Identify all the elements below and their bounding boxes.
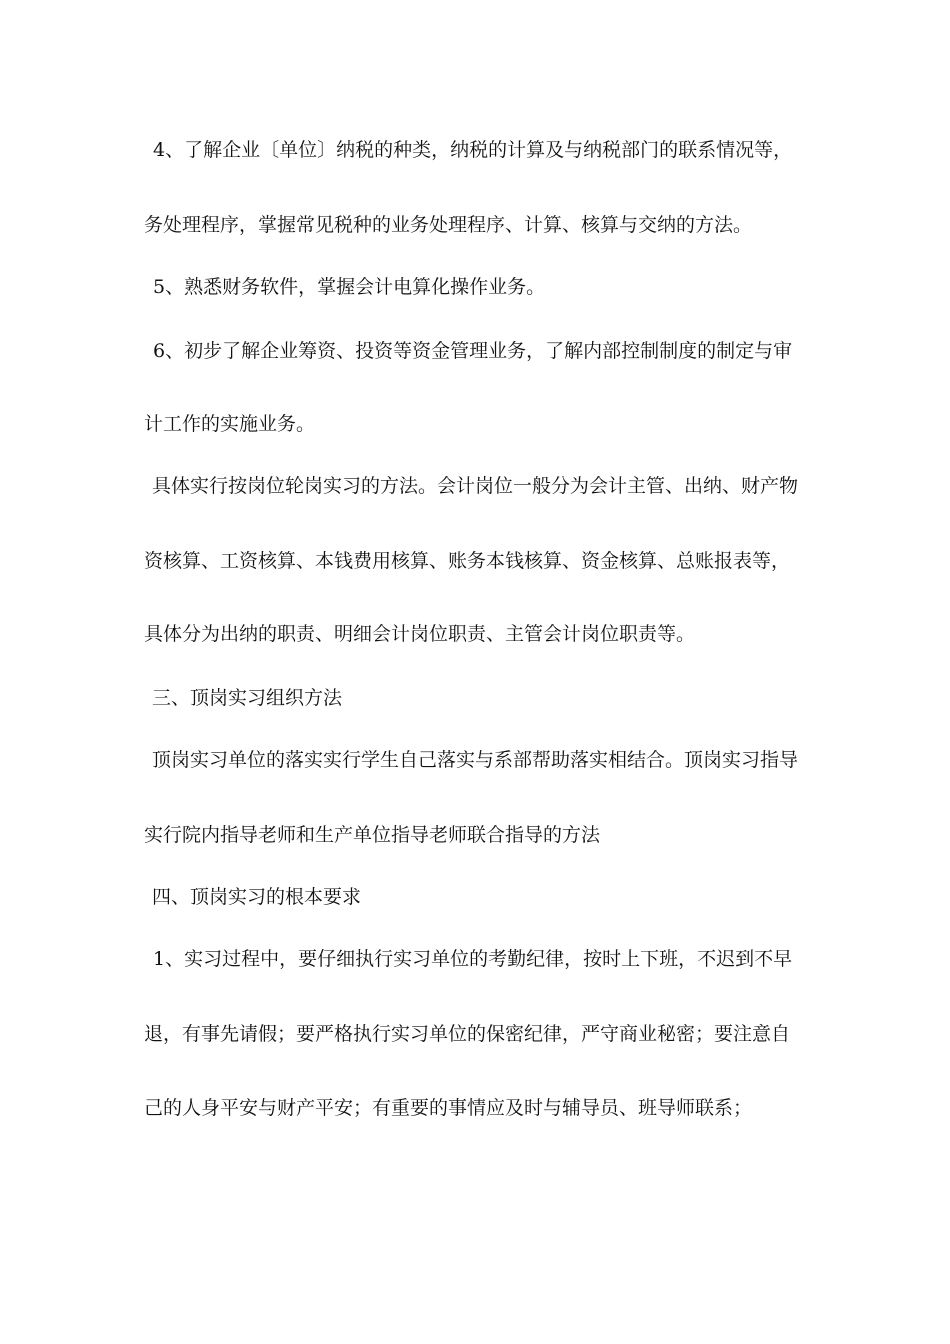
line-text: 务处理程序，掌握常见税种的业务处理程序、计算、核算与交纳的方法。 [144, 214, 753, 236]
paragraph-line [144, 823, 824, 847]
paragraph-line [153, 339, 833, 363]
line-text: 具体分为出纳的职责、明细会计岗位职责、主管会计岗位职责等。 [144, 623, 696, 645]
paragraph-line [152, 474, 832, 498]
paragraph-line [144, 549, 824, 573]
item-number: 4 [153, 139, 166, 161]
heading-text: 四、顶岗实习的根本要求 [152, 886, 362, 908]
line-text: 、了解企业〔单位〕纳税的种类，纳税的计算及与纳税部门的联系情况等， [165, 139, 793, 161]
paragraph-line [153, 275, 833, 299]
line-text: 、实习过程中，要仔细执行实习单位的考勤纪律，按时上下班，不迟到不早 [165, 948, 793, 970]
line-text: 退，有事先请假；要严格执行实习单位的保密纪律，严守商业秘密；要注意自 [144, 1023, 791, 1045]
paragraph-line [144, 213, 824, 237]
paragraph-line [153, 947, 833, 971]
paragraph-line [144, 412, 824, 436]
paragraph-line [144, 622, 824, 646]
item-number: 1 [153, 948, 166, 970]
line-text: 具体实行按岗位轮岗实习的方法。会计岗位一般分为会计主管、出纳、财产物 [152, 475, 799, 497]
paragraph-line [144, 1096, 824, 1120]
line-text: 资核算、工资核算、本钱费用核算、账务本钱核算、资金核算、总账报表等， [144, 550, 791, 572]
heading-text: 三、顶岗实习组织方法 [152, 687, 343, 709]
section-heading [152, 686, 832, 710]
paragraph-line [153, 138, 833, 162]
line-text: 计工作的实施业务。 [144, 413, 316, 435]
item-number: 6 [153, 340, 166, 362]
line-text: 实行院内指导老师和生产单位指导老师联合指导的方法 [144, 824, 601, 846]
line-text: 己的人身平安与财产平安；有重要的事情应及时与辅导员、班导师联系； [144, 1097, 753, 1119]
item-number: 5 [153, 276, 166, 298]
paragraph-line [144, 1022, 824, 1046]
paragraph-line [152, 748, 832, 772]
line-text: 顶岗实习单位的落实实行学生自己落实与系部帮助落实相结合。顶岗实习指导 [152, 749, 799, 771]
line-text: 、初步了解企业筹资、投资等资金管理业务，了解内部控制制度的制定与审 [165, 340, 793, 362]
line-text: 、熟悉财务软件，掌握会计电算化操作业务。 [165, 276, 546, 298]
section-heading [152, 885, 832, 909]
